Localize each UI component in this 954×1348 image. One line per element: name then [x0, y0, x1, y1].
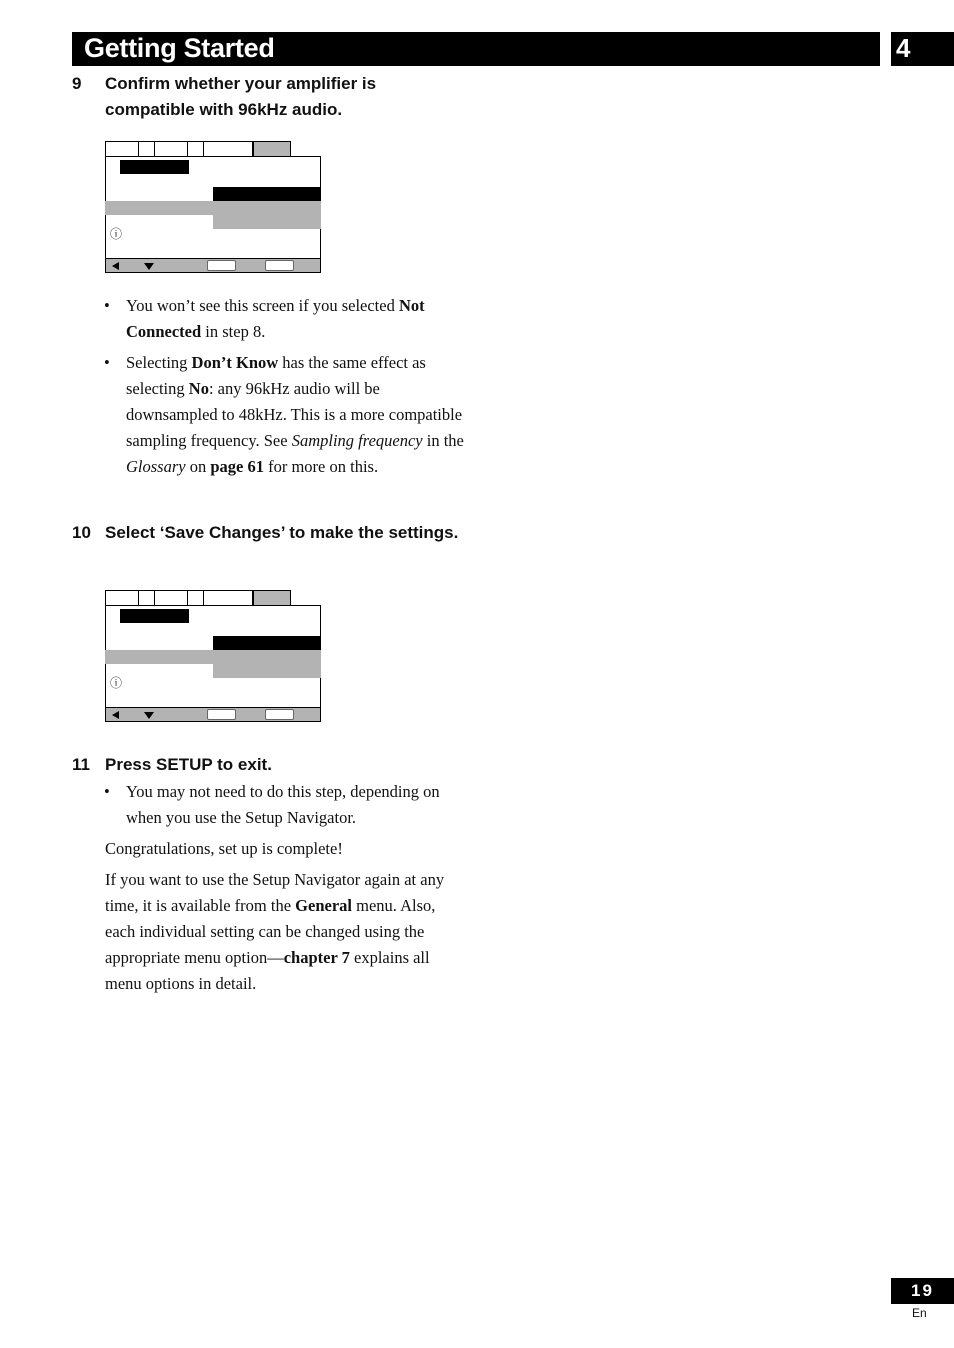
- menu-title-highlight: [120, 609, 189, 623]
- bullet-not-connected: [104, 293, 464, 345]
- bullet-dont-know: [104, 350, 464, 506]
- screen-tab-active: [253, 590, 291, 605]
- screen-footer: [105, 258, 321, 273]
- down-arrow-icon: [144, 263, 154, 270]
- info-icon: ⓘ: [110, 227, 123, 241]
- screen-tab: [203, 141, 253, 156]
- congratulations-text: Congratulations, set up is complete!: [105, 839, 343, 858]
- page-number: 19: [891, 1278, 954, 1304]
- step-9: [72, 71, 472, 123]
- step-11: [72, 752, 472, 778]
- option-selected: [213, 636, 321, 650]
- screen-tab: [154, 590, 188, 605]
- screen-tab: [203, 590, 253, 605]
- bullet-text: You won’t see this screen if you selected Not Connected in step 8.: [126, 296, 425, 341]
- screen-tab-active: [253, 141, 291, 156]
- setup-screen-illustration: [105, 141, 321, 273]
- screen-tab: [187, 590, 204, 605]
- left-arrow-icon: [112, 262, 119, 270]
- screen-tab: [187, 141, 204, 156]
- screen-tab: [138, 141, 155, 156]
- bullet-dot: •: [104, 353, 110, 372]
- screen-button: [265, 709, 294, 720]
- step-text: Press SETUP to exit.: [105, 755, 272, 774]
- step-text: Select ‘Save Changes’ to make the settings.: [105, 523, 459, 542]
- bullet-dot: •: [104, 782, 110, 801]
- step-10: [72, 520, 472, 572]
- option-list: [213, 201, 321, 229]
- bullet-text: You may not need to do this step, depending on when you use the Setup Navigator.: [126, 782, 440, 827]
- bullet-dot: •: [104, 296, 110, 315]
- info-icon: ⓘ: [110, 676, 123, 690]
- down-arrow-icon: [144, 712, 154, 719]
- screen-button: [207, 260, 236, 271]
- question-row: [105, 201, 213, 215]
- option-selected: [213, 187, 321, 201]
- closing-paragraph: If you want to use the Setup Navigator again at any time, it is available from the General menu. Also, each individual setting can be changed using the appropriate menu option—chapter 7 explains all menu options in detail.: [105, 870, 445, 993]
- screen-tab: [138, 590, 155, 605]
- screen-button: [265, 260, 294, 271]
- screen-button: [207, 709, 236, 720]
- question-row: [105, 650, 213, 664]
- left-arrow-icon: [112, 711, 119, 719]
- screen-tab: [154, 141, 188, 156]
- option-list: [213, 650, 321, 678]
- bullet-text: Selecting Don’t Know has the same effect as selecting No: any 96kHz audio will be downsampled to 48kHz. This is a more compatible sampling frequency. See Sampling frequency in the Glossary on page 61 for more on this.: [126, 353, 464, 476]
- screen-footer: [105, 707, 321, 722]
- screen-tab: [105, 141, 139, 156]
- page-title: Getting Started: [84, 33, 275, 63]
- setup-screen-illustration: [105, 590, 321, 722]
- screen-tab: [105, 590, 139, 605]
- chapter-number: 4: [891, 32, 954, 66]
- step-text: Confirm whether your amplifier is compatible with 96kHz audio.: [105, 74, 377, 119]
- header-bar: [72, 32, 880, 66]
- language-code: En: [912, 1306, 927, 1320]
- step-number: 11: [72, 755, 90, 774]
- step-number: 9: [72, 74, 82, 93]
- step-number: 10: [72, 523, 91, 542]
- menu-title-highlight: [120, 160, 189, 174]
- bullet-setup-exit: [104, 779, 464, 831]
